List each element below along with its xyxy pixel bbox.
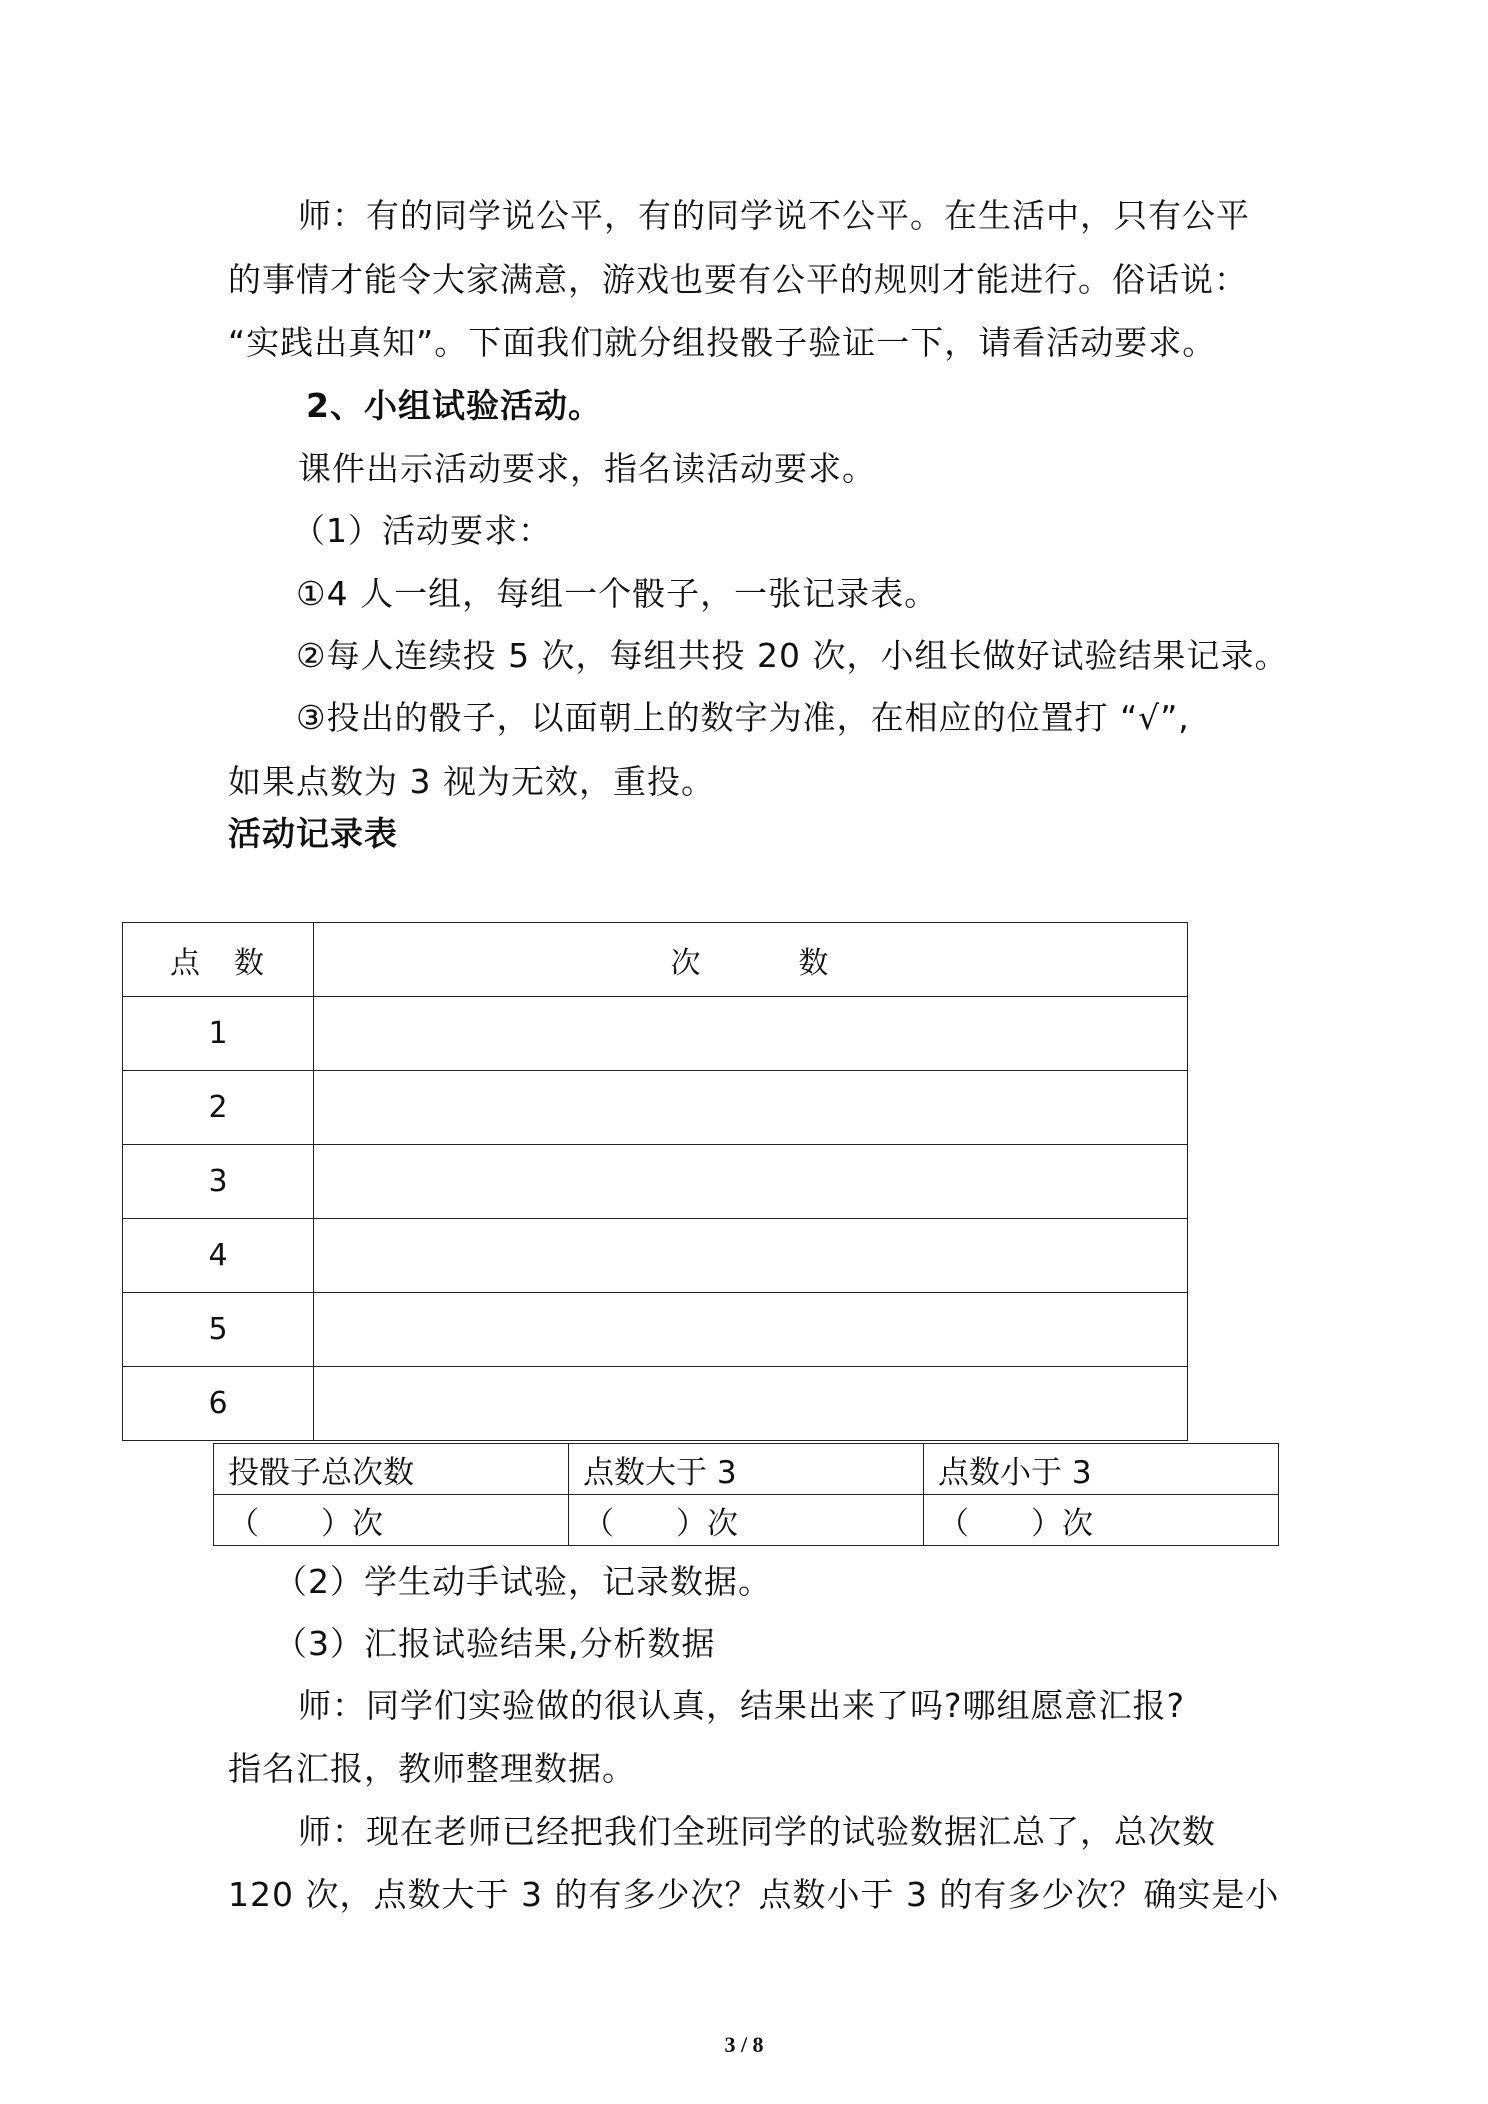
table-row xyxy=(123,1071,1188,1145)
paragraph-line: （2）学生动手试验，记录数据。 xyxy=(274,1562,772,1601)
point-cell: 5 xyxy=(123,1293,314,1367)
count-cell xyxy=(314,1219,1188,1293)
paragraph-line: 120 次，点数大于 3 的有多少次？点数小于 3 的有多少次？确实是小 xyxy=(228,1875,1280,1914)
list-item: ②每人连续投 5 次，每组共投 20 次，小组长做好试验结果记录。 xyxy=(296,636,1289,675)
header-less: 点数小于 3 xyxy=(924,1444,1279,1495)
table-row xyxy=(123,1145,1188,1219)
paragraph-line: 师：同学们实验做的很认真，结果出来了吗?哪组愿意汇报? xyxy=(298,1686,1186,1725)
table-row xyxy=(214,1495,1279,1546)
paragraph-line: 师：现在老师已经把我们全班同学的试验数据汇总了，总次数 xyxy=(298,1812,1216,1851)
section-heading: 2、小组试验活动。 xyxy=(306,386,602,425)
table-row xyxy=(123,1219,1188,1293)
point-cell: 4 xyxy=(123,1219,314,1293)
count-cell xyxy=(314,1071,1188,1145)
header-greater: 点数大于 3 xyxy=(569,1444,924,1495)
paragraph-line: 如果点数为 3 视为无效，重投。 xyxy=(228,762,715,801)
list-item: ①4 人一组，每组一个骰子，一张记录表。 xyxy=(296,574,939,613)
paragraph-line: 课件出示活动要求，指名读活动要求。 xyxy=(298,449,876,488)
point-cell: 2 xyxy=(123,1071,314,1145)
activity-record-table xyxy=(122,922,1188,1441)
list-item: ③投出的骰子，以面朝上的数字为准，在相应的位置打 “√”, xyxy=(296,698,1190,737)
blank-count-cell: （ ）次 xyxy=(214,1495,569,1546)
header-total: 投骰子总次数 xyxy=(214,1444,569,1495)
paragraph-line: “实践出真知”。下面我们就分组投骰子验证一下，请看活动要求。 xyxy=(228,323,1217,362)
blank-count-cell: （ ）次 xyxy=(569,1495,924,1546)
header-points: 点 数 xyxy=(123,923,314,997)
header-count: 次 数 xyxy=(314,923,1188,997)
point-cell: 1 xyxy=(123,997,314,1071)
count-cell xyxy=(314,1293,1188,1367)
paragraph-line: 师：有的同学说公平，有的同学说不公平。在生活中，只有公平 xyxy=(298,196,1250,235)
table-row xyxy=(123,1367,1188,1441)
summary-table xyxy=(213,1443,1279,1546)
table-row xyxy=(123,997,1188,1071)
blank-count-cell: （ ）次 xyxy=(924,1495,1279,1546)
page-number: 3 / 8 xyxy=(724,2032,764,2057)
count-cell xyxy=(314,997,1188,1071)
table-header-row xyxy=(214,1444,1279,1495)
point-cell: 6 xyxy=(123,1367,314,1441)
paragraph-line: （3）汇报试验结果,分析数据 xyxy=(274,1624,716,1663)
table-caption: 活动记录表 xyxy=(228,814,398,853)
paragraph-line: 的事情才能令大家满意，游戏也要有公平的规则才能进行。俗话说： xyxy=(228,260,1248,299)
count-cell xyxy=(314,1367,1188,1441)
point-cell: 3 xyxy=(123,1145,314,1219)
table-row xyxy=(123,1293,1188,1367)
paragraph-line: 指名汇报，教师整理数据。 xyxy=(228,1749,636,1788)
table-header-row xyxy=(123,923,1188,997)
paragraph-line: （1）活动要求： xyxy=(292,511,552,550)
count-cell xyxy=(314,1145,1188,1219)
